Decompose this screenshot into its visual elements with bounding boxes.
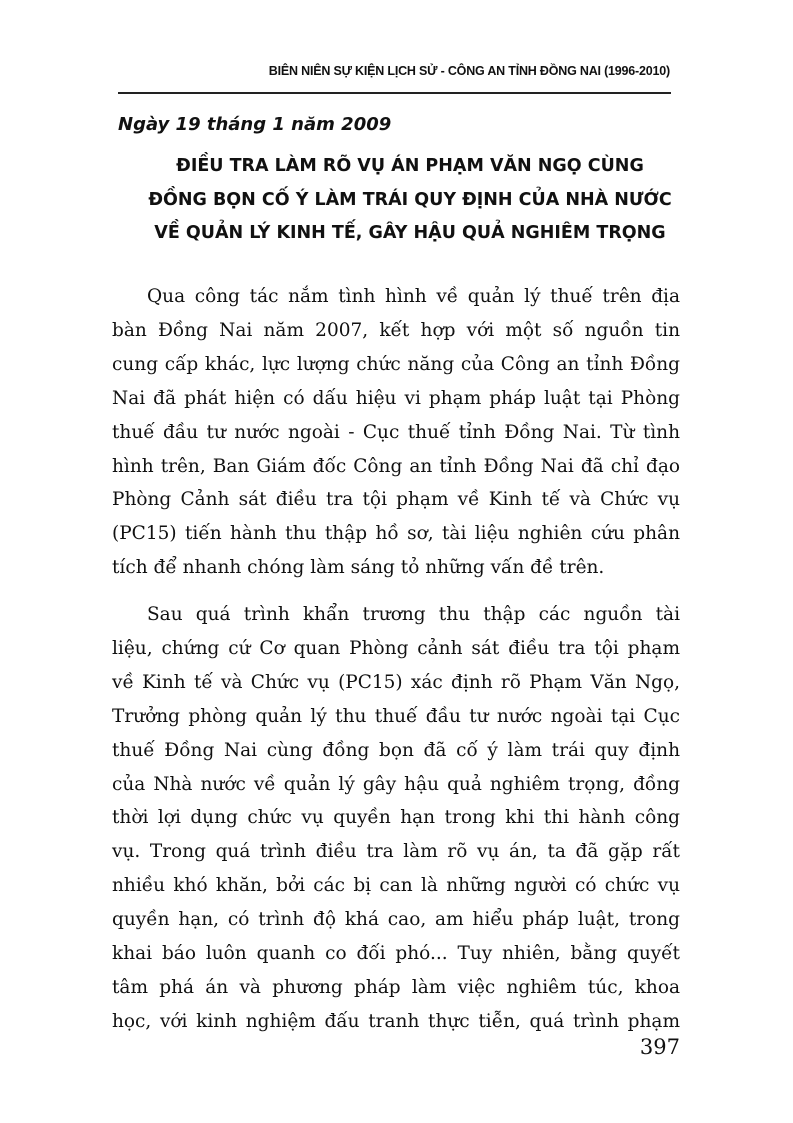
text-line: tích để nhanh chóng làm sáng tỏ những vấn đề trên.: [112, 557, 605, 579]
page-number: 397: [639, 1035, 680, 1059]
title-line: VỀ QUẢN LÝ KINH TẾ, GÂY HẬU QUẢ NGHIÊM TRỌNG: [154, 223, 666, 243]
text-line: về Kinh tế và Chức vụ (PC15) xác định rõ Phạm Văn Ngọ,: [112, 671, 680, 693]
text-line: cung cấp khác, lực lượng chức năng của Công an tỉnh Đồng: [112, 353, 680, 375]
text-line: học, với kinh nghiệm đấu tranh thực tiễn, quá trình phạm: [112, 1010, 680, 1032]
text-line: vụ. Trong quá trình điều tra làm rõ vụ án, ta đã gặp rất: [112, 841, 680, 863]
text-line: tâm phá án và phương pháp làm việc nghiêm túc, khoa: [112, 976, 680, 998]
text-line: hình trên, Ban Giám đốc Công an tỉnh Đồng Nai đã chỉ đạo: [112, 455, 680, 477]
running-head: BIÊN NIÊN SỰ KIỆN LỊCH SỬ - CÔNG AN TỈNH ĐỒNG NAI (1996-2010): [268, 64, 670, 78]
text-line: nhiều khó khăn, bởi các bị can là những người có chức vụ: [112, 875, 680, 897]
text-line: bàn Đồng Nai năm 2007, kết hợp với một số nguồn tin: [112, 319, 680, 341]
text-line: thời lợi dụng chức vụ quyền hạn trong khi thi hành công: [112, 807, 680, 829]
text-line: của Nhà nước về quản lý gây hậu quả nghiêm trọng, đồng: [112, 773, 680, 795]
title-line: ĐIỀU TRA LÀM RÕ VỤ ÁN PHẠM VĂN NGỌ CÙNG: [176, 156, 644, 176]
text-line: liệu, chứng cứ Cơ quan Phòng cảnh sát điều tra tội phạm: [112, 637, 680, 659]
header-rule: [118, 92, 671, 94]
text-line: Nai đã phát hiện có dấu hiệu vi phạm pháp luật tại Phòng: [112, 387, 680, 409]
entry-date: Ngày 19 tháng 1 năm 2009: [118, 114, 392, 135]
entry-title: [110, 150, 710, 251]
text-line: Sau quá trình khẩn trương thu thập các nguồn tài: [147, 604, 680, 625]
text-line: Phòng Cảnh sát điều tra tội phạm về Kinh tế và Chức vụ: [112, 489, 680, 511]
text-line: Trưởng phòng quản lý thu thuế đầu tư nước ngoài tại Cục: [112, 705, 680, 727]
text-line: Qua công tác nắm tình hình về quản lý thuế trên địa: [147, 286, 680, 307]
text-line: thuế Đồng Nai cùng đồng bọn đã cố ý làm trái quy định: [112, 739, 680, 761]
text-line: thuế đầu tư nước ngoài - Cục thuế tỉnh Đồng Nai. Từ tình: [112, 421, 680, 443]
paragraph-2: [112, 598, 680, 1039]
text-line: khai báo luôn quanh co đối phó... Tuy nhiên, bằng quyết: [112, 943, 680, 965]
paragraph-1: [112, 280, 680, 585]
text-line: (PC15) tiến hành thu thập hồ sơ, tài liệu nghiên cứu phân: [112, 523, 680, 545]
text-line: quyền hạn, có trình độ khá cao, am hiểu pháp luật, trong: [112, 909, 680, 931]
title-line: ĐỒNG BỌN CỐ Ý LÀM TRÁI QUY ĐỊNH CỦA NHÀ NƯỚC: [148, 189, 672, 210]
